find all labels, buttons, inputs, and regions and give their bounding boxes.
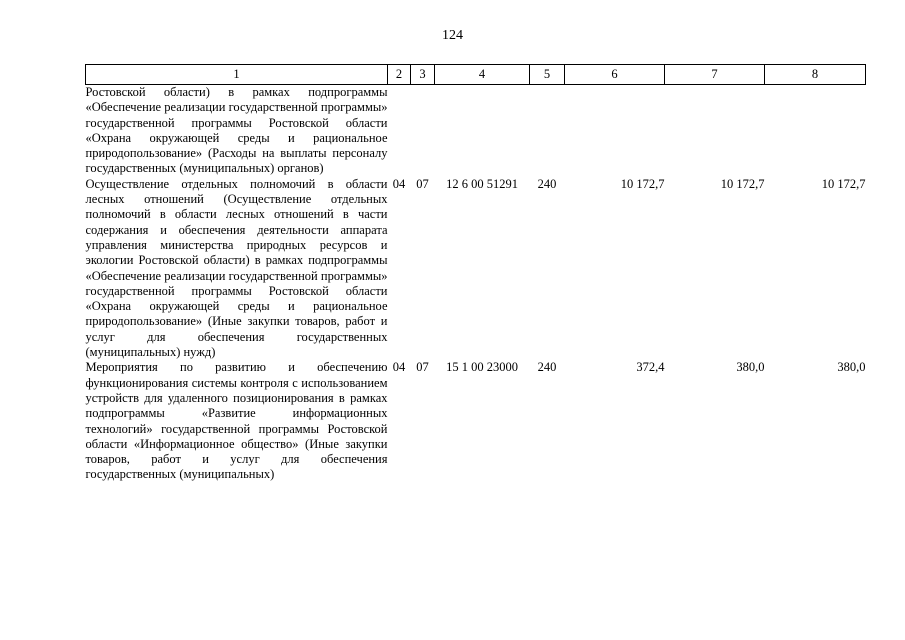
column-header-8: 8 (765, 65, 866, 85)
column-header-7: 7 (665, 65, 765, 85)
column-header-1: 1 (86, 65, 388, 85)
amount-column-7 (665, 85, 765, 177)
column-header-5: 5 (530, 65, 565, 85)
expense-type-code: 240 (537, 176, 557, 191)
table-row (86, 360, 866, 482)
amount-column-7: 380,0 (736, 360, 765, 375)
page-number: 124 (442, 28, 463, 43)
amount-column-8: 380,0 (837, 360, 866, 375)
target-article-code: 15 1 00 23000 (446, 360, 518, 375)
column-number-header-row (86, 65, 866, 85)
amount-column-8 (765, 85, 866, 177)
section-code (388, 85, 411, 177)
column-header-2: 2 (388, 65, 411, 85)
subsection-code: 07 (416, 360, 429, 375)
subsection-code: 07 (416, 176, 429, 191)
expense-type-code: 240 (537, 360, 557, 375)
section-code: 04 (392, 176, 406, 191)
amount-column-6: 372,4 (636, 360, 665, 375)
column-header-6: 6 (565, 65, 665, 85)
amount-column-8: 10 172,7 (821, 176, 866, 191)
table-row (86, 85, 866, 177)
amount-column-6 (565, 85, 665, 177)
column-header-4: 4 (435, 65, 530, 85)
budget-table (85, 64, 866, 483)
target-article-code (435, 85, 530, 177)
row-description: Осуществление отдельных полномочий в области лесных отношений (Осуществление отдельных полномочий в области лесных отношений в части содержания и обеспечения деятельности аппарата управления министерства природных ресурсов и экологии Ростовской области) в рамках подпрограммы «Обеспечение реализации государственной программы» государственной программы Ростовской области «Охрана окружающей среды и рациональное природопользование» (Иные закупки товаров, работ и услуг для обеспечения государственных (муниципальных) нужд) (85, 176, 388, 360)
subsection-code (411, 85, 435, 177)
section-code: 04 (392, 360, 406, 375)
row-description: Мероприятия по развитию и обеспечению функционирования системы контроля с использованием устройств для удаленного позиционирования в рамках подпрограммы «Развитие информационных технологий» государственной программы Ростовской области «Информационное общество» (Иные закупки товаров, работ и услуг для обеспечения государственных (муниципальных) (85, 360, 388, 482)
table-row (86, 177, 866, 361)
expense-type-code (530, 85, 565, 177)
column-header-3: 3 (411, 65, 435, 85)
amount-column-7: 10 172,7 (720, 176, 765, 191)
amount-column-6: 10 172,7 (620, 176, 665, 191)
row-description: Ростовской области) в рамках подпрограммы «Обеспечение реализации государственной программы» государственной программы Ростовской области «Охрана окружающей среды и рациональное природопользование» (Расходы на выплаты персоналу государственных (муниципальных) органов) (85, 85, 388, 176)
target-article-code: 12 6 00 51291 (446, 176, 518, 191)
